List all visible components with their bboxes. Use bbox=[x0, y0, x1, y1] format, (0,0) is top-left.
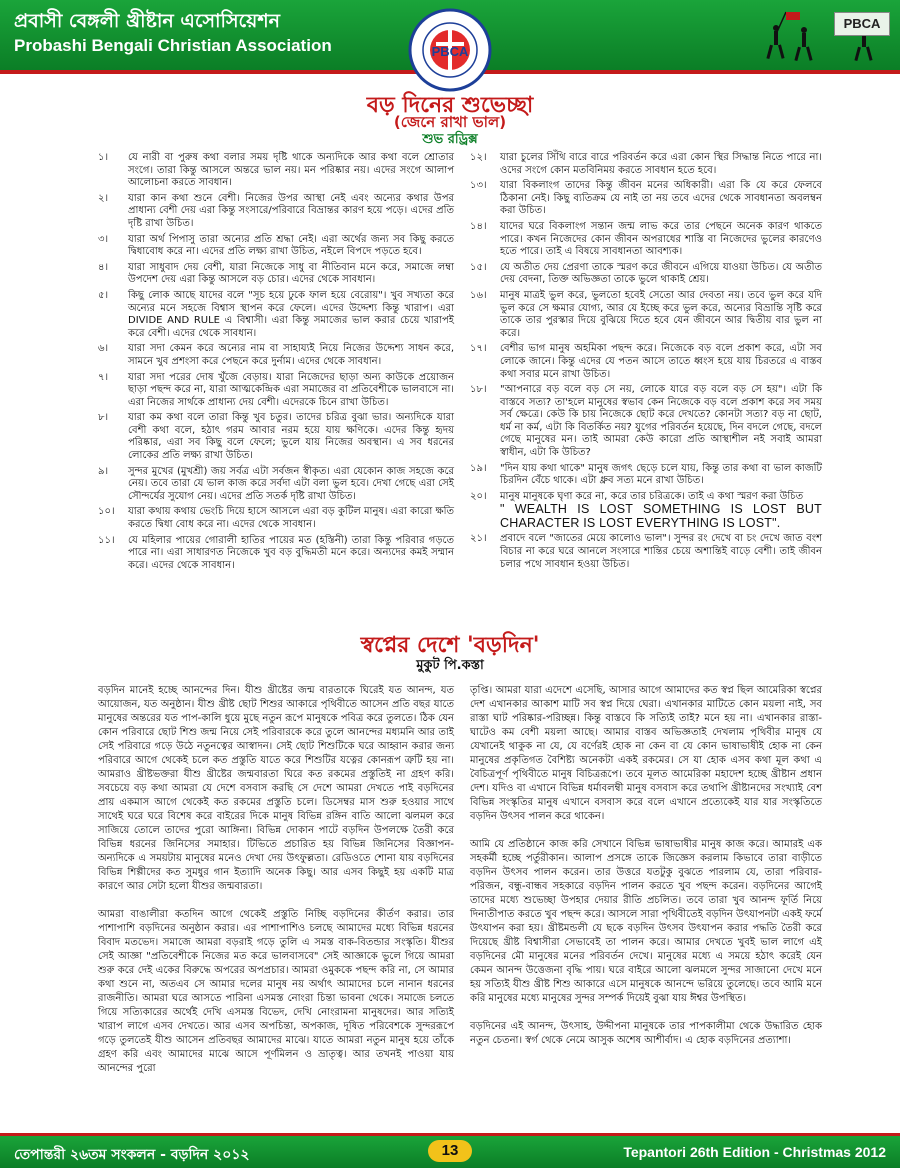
list-item-number: ১৪। bbox=[470, 220, 487, 232]
list-item-number: ১। bbox=[98, 152, 109, 163]
list-item-body: যারা সাধুবাদ দেয় বেশী, যারা নিজেকে সাধু বা নীতিবান মনে করে, সমাজে লম্বা উপদেশ দেয় এরা কিন্তু আসলে বড় চোর। এদের থেকে সাবধান। bbox=[128, 261, 454, 286]
list-item-body: যে নারী বা পুরুষ কথা বলার সময় দৃষ্টি থাকে অন্যদিকে আর কথা বলে শ্রোতার সংগে। তারা কিন্তু আসলে অন্তরে ভাল নয়। মন পরিষ্কার নয়। এদের সংগে আলাপ আলোচনা করতে সাবধান। bbox=[128, 152, 454, 189]
list-item-body: যারা কান কথা শুনে বেশী। নিজের উপর আস্থা নেই এবং অন্যের কথার উপর প্রাধান্য বেশী দেয় এরা কিন্তু সংসারে/পরিবারে বিভ্রান্তর কারণ হয়ে পড়ে। এদের প্রতি দৃষ্টি রাখা উচিত। bbox=[128, 192, 454, 229]
list-item-number: ১২। bbox=[470, 152, 487, 163]
list-item bbox=[470, 533, 822, 571]
list-item-text bbox=[128, 506, 454, 531]
paragraph: বড়দিন মানেই হচ্ছে আনন্দের দিন। যীশু খ্রীষ্টের জন্ম বারতাকে ঘিরেই যত আনন্দ, যত আয়োজন, যত অনুষ্ঠান। যীশু খ্রীষ্ট ছোট শিশুর আকারে পৃথিবীতে আসেন প্রতি বছর যাতে মানুষের অন্তরের যত পাপ-কালি ধুয়ে মুছে নতুন রূপে মানুষকে পবিত্র করে তুলতে। ঠিক যেন কোন পরিবারে ছোট শিশু জন্ম নিয়ে সেই পরিবারকে করে তুলে আনন্দের মধ্যমনি আর তাই সেই পরিবারে গড়ে উঠে নতুনত্বের আস্বাদন। সেই ছোট শিশুটিকে ঘরে আহ্বান করার জন্য পরিবারে আগে থেকেই চলে কত প্রস্তুতি যাতে করে শিশুটির যত্নের কোনরূপ ত্রুটি হয় না। আমরাও খ্রীষ্টভক্তরা যীশু খ্রীষ্টের জন্মবারতা ঘিরে কত রকমের প্রস্তুতিই না গ্রহণ করি। সবচেয়ে বড় কথা আমরা যে দেশে বসবাস করছি সে দেশে আমরা দেখতে পাই বড়দিনের প্রায় একমাস আগে থেকেই কত রকমের প্রস্তুতি চলে। ডিসেম্বর মাস শুরু হওয়ার সাথে সাথেই ঘরে ঘরে বিশেষ করে বাইরের দিকে মানুষ বিভিন্ন রঙ্গিন বাতি আলো ঝলমল করে সাজিয়ে তোলে তাদের পুরো আঙ্গিনা। বিভিন্ন দোকান পাটে বড়দিন উপলক্ষে তৈরী করে বিভিন্ন ধরনের জিনিসের সমাহার। টিভিতে প্রচারিত হয় বিভিন্ন জিনিসের বিজ্ঞাপন- অন্যদিকে এ সময়টায় মানুষের মনেও দেখা দেয় উৎফুল্লতা। রেডিওতে শোনা যায় বড়দিনের বিভিন্ন শিল্পীদের কত সুমধুর গান ইত্যাদি অনেক কিছু। আর এসব কিছুই হয় একটি মাত্র কারণে আর সেটা হলো যীশুর জন্মবারতা। bbox=[98, 685, 454, 892]
list-item bbox=[98, 343, 454, 368]
list-item-body: মানুষ মাত্রই ভুল করে, ভুলতো হবেই সেতো আর দেবতা নয়। তবে ভুল করে যদি ভুল করে সে ক্ষমার যোগ্য, আর যে ইচ্ছে করে ভুল করে, অন্যের বিভ্রান্তি সৃষ্টি করে তাকে তার পুরস্কার দিয়ে বুঝিয়ে দিতে হবে যেন জীবনে আর দ্বিতীয় বার ভুল না করে। bbox=[500, 289, 822, 339]
list-item-number: ১৬। bbox=[470, 289, 487, 301]
list-item-number: ৩। bbox=[98, 233, 109, 245]
list-item-number: ৪। bbox=[98, 261, 109, 273]
list-item bbox=[470, 463, 822, 488]
list-item-text bbox=[128, 262, 454, 287]
list-item bbox=[98, 234, 454, 259]
list-item-text bbox=[500, 262, 822, 287]
article2-title: স্বপ্নের দেশে 'বড়দিন' bbox=[360, 633, 540, 658]
list-item-body: সুন্দর মুখের (মুখশ্রী) জয় সর্বত্র এটা সর্বজন স্বীকৃত। এরা যেকোন কাজ সহজে করে নেয়। তবে তারা যে ভাল কাজ করে সর্বদা এটা বলা ভুল হবে। দেখা গেছে এরা সেই সৌন্দর্যের সুযোগ নেয়। এদের প্রতি সতর্ক দৃষ্টি রাখা উচিত। bbox=[128, 465, 454, 502]
list-item-number: ১৭। bbox=[470, 343, 487, 355]
list-item bbox=[98, 466, 454, 504]
list-item bbox=[98, 262, 454, 287]
list-item-text bbox=[500, 180, 822, 218]
page-footer bbox=[0, 1133, 900, 1168]
list-item-number: ১৮। bbox=[470, 384, 487, 396]
article2-author: মুকুট পি.কস্তা bbox=[416, 658, 484, 673]
pbca-flag: PBCA bbox=[834, 12, 890, 36]
list-item-text bbox=[128, 234, 454, 259]
list-item-text bbox=[128, 193, 454, 231]
list-item-quote: " WEALTH IS LOST SOMETHING IS LOST BUT CHARACTER IS LOST EVERYTHING IS LOST". bbox=[500, 502, 822, 530]
list-item-text bbox=[500, 152, 822, 177]
paragraph: আমি যে প্রতিষ্ঠানে কাজ করি সেখানে বিভিন্ন ভাষাভাষীর মানুষ কাজ করে। আমারই এক সহকর্মী হচ্ছে পর্তুরীকান। আলাপ প্রসঙ্গে তাকে জিজ্ঞেস করলাম কিভাবে তারা বাড়ীতে বড়দিন উৎসব পালন করেন। তার উত্তরে যতটুকু বুঝতে পারলাম যে, তারা পরিবার-পরিজন, বন্ধু-বান্ধব সহকারে বড়দিন পালন করতে খুব পছন্দ করেন। বড়দিনের আগেই তাদের মধ্যে শুভেচ্ছা উপহার দেয়ার রীতি প্রচলিত। তবে তারা খুব আনন্দ ফূর্তি নিয়ে দিনাতীপাত করতে খুব পছন্দ করে। আসলে সারা পৃথিবীতেই বড়দিন উৎযাপনটা একই ফর্মে উৎযাপন করা হয়। খ্রীষ্টমন্ডলী যে ছকে বড়দিন উৎসব উৎযাপন করার পদ্ধতি তৈরী করে দিয়েছে খ্রীষ্ট বিশ্বাসীরা সেভাবেই তা পালন করে। আমার দেখতে খুবই ভাল লাগে এই বড়দিনের মৌ মানুষের মনের পরিবর্তন দেখে। মানুষের মধ্যে এ সময়ে হঠাৎ করেই যেন কেমন আনন্দ উত্তেজনা বৃদ্ধি পায়। ঘরে বাইরে আলো ঝলমলে সুন্দর সাজানো দেখে মনে হয় সত্যিই যীশু খ্রীষ্ট শিশু আকারে এসে মানুষকে আনন্দে ভরিয়ে তুলেছে। তবে আমি মনে করি মানুষের মধ্যে মানুষের সুন্দর সম্পর্ক দিয়েই বুঝা যায় ঈশ্বর উপস্থিত। bbox=[470, 839, 822, 1004]
list-item-body: যারা চুলের সিঁথি বারে বারে পরিবর্তন করে এরা কোন স্থির সিদ্ধান্ত নিতে পারে না। ওদের সংগে কোন মতবিনিময় করতে সাবধান হতে হবে। bbox=[500, 152, 822, 176]
list-item-text bbox=[128, 412, 454, 462]
list-item bbox=[98, 535, 454, 573]
list-item-number: ১৩। bbox=[470, 180, 487, 192]
list-item-number: ৬। bbox=[98, 343, 109, 355]
list-item-text bbox=[128, 290, 454, 340]
list-item-number: ২। bbox=[98, 192, 109, 204]
footer-edition-english: Tepantori 26th Edition - Christmas 2012 bbox=[623, 1144, 886, 1160]
header-title-english: Probashi Bengali Christian Association bbox=[14, 36, 332, 55]
list-item-text bbox=[128, 535, 454, 573]
article1-author: শুভ রড্রিক্স bbox=[422, 132, 478, 147]
list-item-number: ১৯। bbox=[470, 462, 487, 474]
article1-title: বড় দিনের শুভেচ্ছা bbox=[366, 93, 534, 118]
list-item bbox=[98, 412, 454, 462]
paragraph: তৃপ্তি। আমরা যারা এদেশে এসেছি, আসার আগে আমাদের কত স্বপ্ন ছিল আমেরিকা স্বপ্নের দেশ এখানকার আকাশ মাটি সব স্বপ্ন দিয়ে ঘেরা। এখানকার মাটিতে কোন ময়লা নাই, সব রাস্তা ঘাট পরিষ্কার-পরিচ্ছন্ন। কিন্তু বাস্তবে কি সত্যিই তাই? মনে হয় না। এখানকার রাস্তা-ঘাটেও কম বেশী ময়লা আছে। আমার বাস্তব অভিজ্ঞতাই দেখলাম পৃথিবীর মানুষ যে যেখানেই থাকুক না যে, যে বর্ণেরই হোক না কেন বা যে কোন ভাষাভাষীই হোক না কেন মানুষের প্রকৃতিগত বৈশিষ্ট্য অনেকটা একই রকমের। সে যা হোক এসব কথা মূল কথা এ বৈচিত্রপূর্ণ পৃথিবীতে মানুষ বিচিত্ররূপে। তবে মূলত আমেরিকা মহাদেশ হচ্ছে খ্রীষ্টান প্রধান দেশ। যদিও বা এখানে বিভিন্ন ধর্মাবলম্বী মানুষ বসবাস করে তথাপি খ্রীষ্টানদের সংখ্যাই বেশ বিভিন্ন সংস্কৃতির মানুষ এখানে বসবাস করে বলে এখানে প্রত্যেকেই যার যার সংস্কৃতিতে বড়দিন উৎসব পালন করে থাকেন। bbox=[470, 685, 822, 822]
article2-right-column bbox=[470, 684, 822, 1062]
page-number: 13 bbox=[428, 1140, 472, 1162]
list-item bbox=[98, 372, 454, 410]
list-item bbox=[470, 221, 822, 259]
pbca-logo-icon bbox=[408, 8, 492, 92]
list-item-number: ৫। bbox=[98, 289, 109, 301]
header-title-bengali: প্রবাসী বেঙ্গলী খ্রীষ্টান এসোসিয়েশন bbox=[14, 10, 280, 32]
list-item-text bbox=[500, 290, 822, 340]
list-item-body: মানুষ মানুষকে ঘৃণা করে না, করে তার চরিত্রকে। তাই এ কথা স্মরণ করা উচিত bbox=[500, 490, 804, 502]
list-item-body: যারা অর্থ পিপাসু তারা অন্যের প্রতি শ্রদ্ধা নেই। এরা অর্থের জন্য সব কিছু করতে দ্বিধাবোধ করে না। এদের প্রতি লক্ষ্য রাখা উচিত, নইলে বিপদে পড়তে হবে। bbox=[128, 233, 454, 258]
list-item bbox=[470, 180, 822, 218]
list-item bbox=[470, 262, 822, 287]
list-item-text bbox=[128, 152, 454, 190]
article1-subtitle: (জেনে রাখা ভাল) bbox=[393, 113, 507, 131]
list-item-body: যারা কথায় কথায় ভেংচি দিয়ে হাসে আসলে এরা বড় কুটিল মানুষ। এরা কারো ক্ষতি করতে দ্বিধা বোধ করে না। এদের থেকে সাবধান। bbox=[128, 506, 454, 531]
list-item-body: "আপনারে বড় বলে বড় সে নয়, লোকে যারে বড় বলে বড় সে হয়"। এটা কি বাস্তবে সত্য? তা'হলে মানুষের স্বভাব কেন নিজেকে বড় বলে প্রকাশ করে সব সময় সর্ব ক্ষেত্রে। কেউ কি চায় নিজেকে ছোট করে দেখতে? কোনটা সত্য? বড় না ছোট, ধর্ম না কর্ম, এটা কি বিতর্কিত নয়? যুগের পরিবর্তন হয়েছে, দিন বদলে গেছে, বদলে গেছে মানুষের মন। তাই আমরা কেউ কারো প্রতি আস্থাশীল নই সবাই আমরা স্বাধীন, এটা কি উচিত? bbox=[500, 384, 822, 459]
list-item-text bbox=[128, 372, 454, 410]
list-item-body: যাদের ঘরে বিকলাংগ সন্তান জন্ম লাভ করে তার পেছনে অনেক কারণ থাকতে পারে। কখন নিজেদের কোন জীবন অপরাধের শাস্তি বা নিজেদের ভুলের কারণেও হতে পারে। তাই এ বিষয়ে সাবধানতা আবশ্যক। bbox=[500, 220, 822, 258]
list-item-number: ২১। bbox=[470, 533, 487, 545]
svg-text:PBCA: PBCA bbox=[431, 44, 469, 59]
list-item bbox=[470, 343, 822, 381]
list-item-body: যারা বিকলাংগ তাদের কিন্তু জীবন মনের অধিকারী। এরা কি যে করে ফেলবে ঠিকানা নেই। কিছু ব্যতিক্রম যে নাই তা নয় তবে এদের থেকে সাবধানতা অবলম্বন করা উচিত। bbox=[500, 180, 822, 217]
list-item bbox=[470, 491, 822, 531]
list-item-text bbox=[128, 466, 454, 504]
footer-edition-bengali: তেপান্তরী ২৬তম সংকলন - বড়দিন ২০১২ bbox=[14, 1147, 250, 1163]
list-item-text bbox=[500, 491, 822, 531]
list-item-text bbox=[128, 343, 454, 368]
article1-left-column bbox=[98, 152, 454, 575]
list-item bbox=[98, 506, 454, 531]
paragraph: বড়দিনের এই আনন্দ, উৎসাহ, উদ্দীপনা মানুষকে তার পাপকালীমা থেকে উদ্ধারিত হোক নতুন চেতনা। স্বর্গ থেকে নেমে আসুক অশেষ আশীর্বাদ। এ হোক বড়দিনের প্রত্যাশা। bbox=[470, 1021, 822, 1046]
list-item-body: যে মহিলার পায়ের গোরালী হাতির পায়ের মত (হস্তিনী) তারা কিন্তু পরিবার গড়তে পারে না। এরা সাধারণত নিজেকে খুব বড় বুদ্ধিমতী মনে করে। অন্যদের কমই সম্মান করে। এদের থেকে সাবধান। bbox=[128, 534, 454, 571]
list-item bbox=[470, 384, 822, 460]
list-item-body: কিছু লোক আছে যাদের বলে "সূচ হয়ে ঢুকে ফাল হয়ে বেরোয়"। খুব সখ্যতা করে অন্যের মনে সহজে বিশ্বাস স্থাপন করে ফেলে। এদের উদ্দেশ্য কিন্তু খারাপ। এরা DIVIDE AND RULE এ বিশ্বাসী। এরা কিন্তু সমাজের ভাল করার চেয়ে খারাপই করে বেশী। এদের থেকে সাবধান। bbox=[128, 289, 454, 339]
list-item-number: ৮। bbox=[98, 412, 109, 424]
list-item-text bbox=[500, 463, 822, 488]
list-item-number: ১৫। bbox=[470, 261, 487, 273]
list-item-body: প্রবাদে বলে "জাতের মেয়ে কালোও ভাল"। সুন্দর রং দেখে বা চং দেখে জাত বংশ বিচার না করে ঘরে আনলে সংসারে শান্তির চেয়ে অশান্তিই বাড়ে বেশী। তাই জীবন চলার পথে সাবধান হওয়া উচিত। bbox=[500, 533, 822, 570]
list-item-body: যারা সদা কেমন করে অন্যের নাম বা সাহায্যই নিয়ে নিজের উদ্দেশ্য সাধন করে, সামনে খুব প্রশংসা করে পেছনে করে দুর্নাম। এদের থেকে সাবধান। bbox=[128, 343, 454, 367]
list-item bbox=[470, 290, 822, 340]
list-item-text bbox=[500, 533, 822, 571]
list-item-body: যারা কম কথা বলে তারা কিন্তু খুব চতুর। তাদের চরিত্র বুঝা ভার। অন্যদিকে যারা বেশী কথা বলে, হঠাৎ গরম আবার নরম হয়ে যায় ক্ষণিকে। এদের কিন্তু হৃদয় পরিষ্কার, এরা সব কিছু বলে ফেলে; ভুলে যায় নিজের অবস্থান। এ সব ধরনের লোকের প্রতি লক্ষ্য রাখা উচিত। bbox=[128, 412, 454, 462]
list-item bbox=[98, 193, 454, 231]
list-item-number: ২০। bbox=[470, 490, 487, 502]
list-item bbox=[98, 152, 454, 190]
list-item-number: ৭। bbox=[98, 371, 109, 383]
list-item-text bbox=[500, 343, 822, 381]
article1-right-column bbox=[470, 152, 822, 574]
list-item-body: "দিন যায় কথা থাকে" মানুষ জগৎ ছেড়ে চলে যায়, কিন্তু তার কথা বা ভাল কাজটি চিরদিন বেঁচে থাকে। এটা ধ্রুব সত্য মনে রাখা উচিত। bbox=[500, 462, 822, 487]
list-item-number: ১১। bbox=[98, 534, 115, 546]
list-item-number: ১০। bbox=[98, 506, 115, 518]
list-item-text bbox=[500, 384, 822, 460]
list-item-text bbox=[500, 221, 822, 259]
list-item-body: বেশীর ভাগ মানুষ অহমিকা পছন্দ করে। নিজেকে বড় বলে প্রকাশ করে, এটা সব লোকে জানে। কিন্তু এদের যে পতন আসে তাতে ধ্বংস হয়ে যায় চিরতরে এ বাস্তব কথা সবার মনে রাখা উচিত। bbox=[500, 343, 822, 380]
list-item-body: যে অতীত দেয় প্রেরণা তাকে স্মরণ করে জীবনে এগিয়ে যাওয়া উচিত। যে অতীত দেয় বেদনা, তিক্ত অভিজ্ঞতা তাকে ভুলে থাকাই শ্রেয়। bbox=[500, 261, 822, 286]
list-item bbox=[98, 290, 454, 340]
list-item-body: যারা সদা পরের দোষ খুঁজে বেড়ায়। যারা নিজেদের ছাড়া অন্য কাউকে প্রয়োজন ছাড়া পছন্দ করে না, যারা আত্মকেন্দ্রিক এরা সমাজের বা প্রতিবেশীকে ভালবাসে না। এরা নিজের সার্থকে প্রাধান্য দেয় বেশী। এদেরকে চিনে রাখা উচিত। bbox=[128, 371, 454, 408]
article2-left-column bbox=[98, 684, 454, 1090]
paragraph: আমরা বাঙালীরা কতদিন আগে থেকেই প্রস্তুতি নিচ্ছি বড়দিনের কীর্তণ করার। তার পাশাপাশি বড়দিনের অনুষ্ঠান করার। এর পাশাপাশিও চলছে আমাদের মধ্যে বিভিন্ন ধরনের বিবাদ মতভেদ। সমাজে আমরা বড়রাই গড়ে তুলি এ সমস্ত বাক-বিতন্ডার সংস্কৃতি। যীশুর সেই আজ্ঞা "প্রতিবেশীকে নিজের মত করে ভালবাসবে" সেই আজ্ঞাকে ভুলে গিয়ে আমরা শুরু করে দেই একের বিরুদ্ধে অপরের অপপ্রচার। আমরা ওমুককে পছন্দ করি না, সে আমার কথা শুনে না, অতএব সে আমার দলের মানুষ নয় অর্থাৎ আমাদের চলে নানান ধরনের রাজনীতি। আমরা ঘরে আসতে পারিনা এসমস্ত নোংরা চিন্তা ভাবনা থেকে। সমাজে চলতে গিয়ে সত্যিকারের অর্থেই দেখি এসমস্ত বিভেদ, দেখি নোংরামনা মানুষদের। আর সত্যিই খারাপ লাগে এসব দেখতে। আর এসব অপচিন্তা, অপকাজ, দূষিত পরিবেশকে সুন্দররূপে গড়ে তুলতেই যীশু আসেন প্রতিবছর আমাদের মাঝে। যাতে আমরা নতুন মানুষ হয়ে তাঁকে গ্রহণ করি এবং আমাদের মাঝে আসে পূর্ণমিলন ও ভ্রাতৃত্ব। আর তখনই পাওয়া যায় আনন্দের পুরো bbox=[98, 909, 454, 1074]
list-item-number: ৯। bbox=[98, 465, 109, 477]
list-item bbox=[470, 152, 822, 177]
